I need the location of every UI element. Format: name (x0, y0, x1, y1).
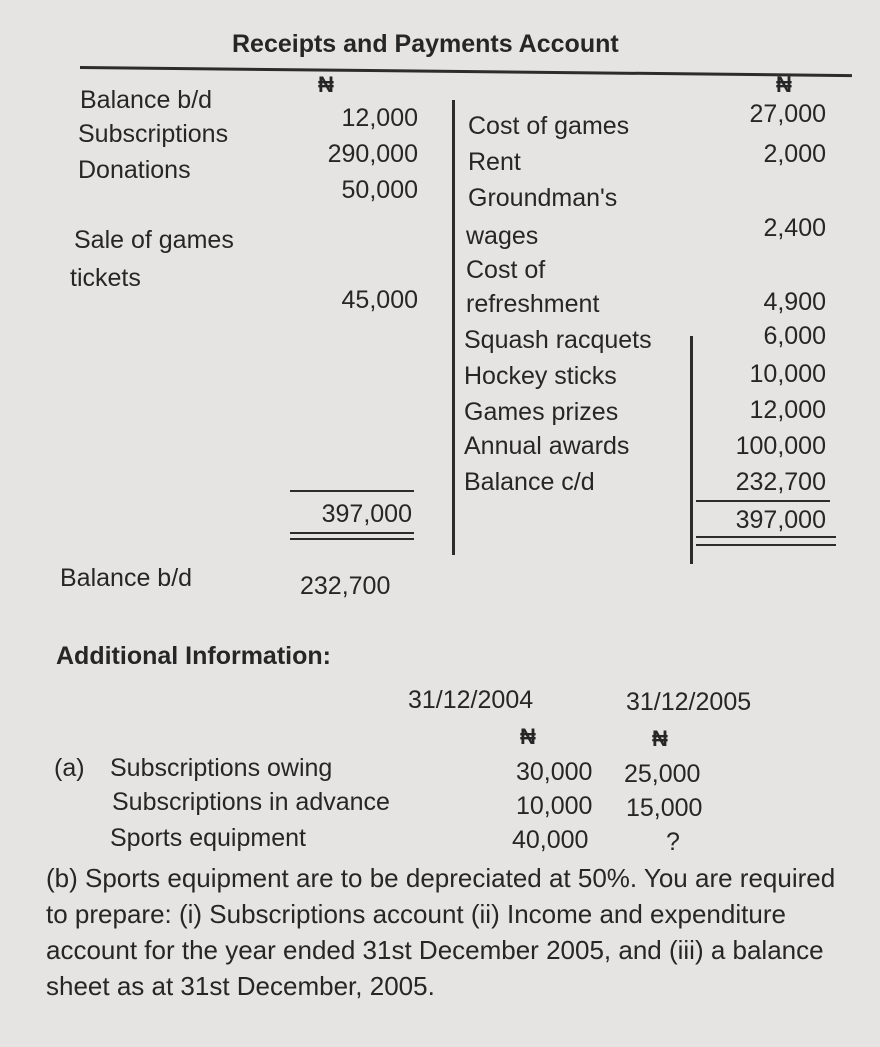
payment-amount: 232,700 (735, 468, 826, 496)
info-item-label: Sports equipment (110, 824, 306, 852)
title-rule (80, 66, 852, 77)
additional-info-heading: Additional Information: (56, 642, 331, 670)
payment-amount: 4,900 (763, 288, 826, 316)
payment-amount: 2,000 (763, 140, 826, 168)
info-item-value-2005: ? (666, 828, 680, 856)
payment-label: Cost of games (468, 112, 630, 140)
balance-bd-label: Balance b/d (60, 564, 193, 592)
payment-label: Squash racquets (464, 326, 652, 354)
payment-amount: 27,000 (749, 100, 826, 128)
receipt-amount: 50,000 (341, 176, 418, 204)
receipts-total-underline (290, 532, 414, 534)
payments-total-underline (696, 536, 836, 538)
receipt-label-cont: tickets (70, 264, 141, 292)
info-item-value-2004: 10,000 (516, 792, 593, 820)
info-item-value-2005: 25,000 (624, 760, 701, 788)
date-column-2: 31/12/2005 (626, 688, 752, 716)
payment-amount: 100,000 (735, 432, 826, 460)
receipt-amount: 12,000 (341, 104, 418, 132)
item-prefix: (a) (54, 754, 85, 782)
receipts-total: 397,000 (321, 500, 412, 528)
receipt-amount: 290,000 (327, 140, 418, 168)
payment-amount: 2,400 (763, 214, 826, 242)
center-divider (452, 100, 455, 555)
payments-total-rule (696, 500, 830, 502)
info-item-value-2005: 15,000 (626, 794, 703, 822)
date1-currency-symbol: ₦ (520, 724, 536, 749)
balance-bd-amount: 232,700 (300, 572, 391, 600)
date-column-1: 31/12/2004 (408, 686, 534, 714)
info-item-label: Subscriptions owing (110, 754, 333, 782)
payment-amount: 6,000 (763, 322, 826, 350)
payment-amount: 10,000 (749, 360, 826, 388)
account-title: Receipts and Payments Account (232, 30, 619, 58)
receipt-label: Sale of games (74, 226, 234, 254)
payment-label: Annual awards (464, 432, 630, 460)
payments-currency-symbol: ₦ (776, 72, 792, 97)
payment-amount: 12,000 (749, 396, 826, 424)
receipt-label: Donations (78, 156, 191, 184)
payment-label: Games prizes (464, 398, 619, 426)
payment-label-cont: refreshment (466, 290, 600, 318)
receipts-total-rule (290, 490, 414, 492)
receipts-total-double-underline (290, 538, 414, 540)
payments-total-double-underline (696, 544, 836, 546)
instructions-paragraph: (b) Sports equipment are to be depreciated at 50%. You are required to prepare: (i) Subscriptions account (ii) Income and expenditure account for the year ended 31st December 2005, and (iii) a balance sheet as at 31st December, 2005. (46, 863, 836, 1001)
date2-currency-symbol: ₦ (652, 726, 668, 751)
payment-label: Cost of (466, 256, 546, 284)
payment-label: Balance c/d (464, 468, 595, 496)
payment-label: Groundman's (468, 184, 618, 212)
payment-label-cont: wages (466, 222, 539, 250)
info-item-value-2004: 40,000 (512, 826, 589, 854)
receipt-label: Balance b/d (80, 86, 213, 114)
receipt-label: Subscriptions (78, 120, 229, 148)
payment-label: Rent (468, 148, 521, 176)
receipts-currency-symbol: ₦ (318, 72, 334, 97)
payments-total: 397,000 (735, 506, 826, 534)
payments-amount-divider (690, 336, 693, 564)
payment-label: Hockey sticks (464, 362, 617, 390)
info-item-value-2004: 30,000 (516, 758, 593, 786)
receipt-amount: 45,000 (341, 286, 418, 314)
info-item-label: Subscriptions in advance (112, 788, 390, 816)
